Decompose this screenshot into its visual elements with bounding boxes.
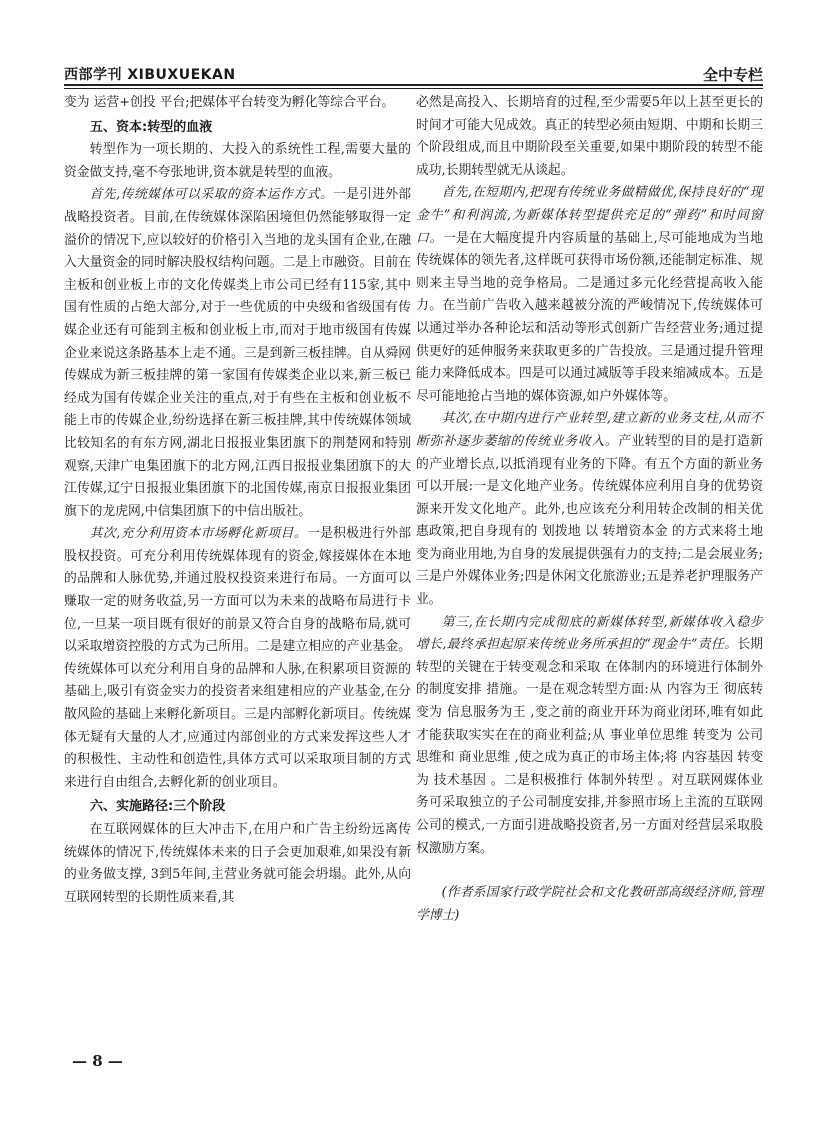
paragraph: 转型作为一项长期的、大投入的系统性工程,需要大量的资金做支持,毫不夸张地讲,资本就是转型的血液。 [64, 142, 411, 180]
paragraph [416, 612, 763, 861]
left-column [64, 92, 411, 909]
column-name: 全中专栏 [702, 66, 763, 84]
journal-name: 西部学刊 XIBUXUEKAN [64, 67, 236, 83]
paragraph-body: 一是在大幅度提升内容质量的基础上,尽可能地成为当地传统媒体的领先者,这样既可获得市场份额,还能制定标准、规则来主导当地的竞争格局。二是通过多元化经营提高收入能力。在当前广告收入越来越被分流的严峻情况下,传统媒体可以通过举办各种论坛和活动等形式创新广告经营业务;通过提供更好的延伸服务来获取更多的广告投放。三是通过提升管理能力来降低成本。四是可以通过减版等手段来缩减成本。五是尽可能地抢占当地的媒体资源,如户外媒体等。 [416, 230, 763, 404]
author-note: (作者系国家行政学院社会和文化教研部高级经济师,管理学博士) [416, 885, 763, 923]
paragraph-body: 一是引进外部战略投资者。目前,在传统媒体深陷困境但仍然能够取得一定溢价的情况下,应以较好的价格引入当地的龙头国有企业,在融入大量资金的同时解决股权结构问题。二是上市融资。目前在主板和创业板上市的文化传媒类上市公司已经有115家,其中国有性质的占绝大部分,对于一些优质的中央级和省级国有传媒企业还有可能到主板和创业板上市,而对于地市级国有传媒企业来说这条路基本上走不通。三是到新三板挂牌。自从舜网传媒成为新三板挂牌的第一家国有传媒类企业以来,新三板已经成为国有传媒企业关注的重点,对于有些在主板和创业板不能上市的传媒企业,纷纷选择在新三板挂牌,其中传统媒体领域比较知名的有东方网,湖北日报报业集团旗下的荆楚网和特别观察,天津广电集团旗下的北方网,江西日报报业集团旗下的大江传媒,辽宁日报报业集团旗下的北国传媒,南京日报报业集团旗下的龙虎网,中信集团旗下的中信出版社。 [64, 187, 411, 519]
paragraph-body: 产业转型的目的是打造新的产业增长点,以抵消现有业务的下降。有五个方面的新业务可以开展:一是文化地产业务。传统媒体应利用自身的优势资源来开发文化地产。此外,也应该充分利用转企改制的相关优惠政策,把自身现有的 划拨地 以 转增资本金 的方式来将土地变为商业用地,为自身的发展提供强有力的支持;二是会展业务;三是户外媒体业务;四是休闲文化旅游业;五是养老护理服务产业。 [416, 433, 764, 608]
paragraph-lead: 其次,在中期内进行产业转型,建立新的业务支柱,从而不断弥补逐步萎缩的传统业务收入。 [416, 411, 763, 449]
paragraph-lead: 第三,在长期内完成彻底的新媒体转型,新媒体收入稳步增长,最终承担起原来传统业务所承担的“现金牛”责任。 [416, 614, 763, 653]
paragraph-lead: 其次,充分利用资本市场孵化新项目。 [89, 526, 308, 542]
right-column [416, 92, 763, 927]
paragraph-lead: 首先,传统媒体可以采取的资本运作方式。 [89, 187, 334, 203]
paragraph [416, 408, 763, 611]
header-rule-thick [64, 84, 763, 86]
paragraph: 在互联网媒体的巨大冲击下,在用户和广告主纷纷远离传统媒体的情况下,传统媒体未来的日子会更加艰难,如果没有新的业务做支撑, 3到5年间,主营业务就可能会坍塌。此外,从向互联网转型的长期性质来看,其 [64, 822, 411, 905]
paragraph [416, 182, 763, 408]
page-header [64, 62, 763, 86]
paragraph: 变为 运营+创投 平台;把媒体平台转变为孵化等综合平台。 [64, 95, 395, 110]
section-heading-5: 五、资本:转型的血液 [90, 119, 213, 135]
section-heading-6: 六、实施路径:三个阶段 [90, 799, 226, 815]
page-number: — 8 — [72, 1052, 123, 1070]
paragraph-lead: 首先,在短期内,把现有传统业务做精做优,保持良好的“现金牛”和利润流,为新媒体转型提供充足的“弹药”和时间窗口。 [416, 185, 763, 246]
paragraph [64, 523, 411, 794]
header-rule-thin [64, 88, 763, 89]
paragraph-body: 长期转型的关键在于转变观念和采取 在体制内的环境进行体制外的制度安排 措施。一是在观念转型方面:从 内容为王 彻底转变为 信息服务为王 ,变之前的商业开环为商业闭环,唯有如此才能获取实实在在的商业利益;从 事业单位思维 转变为 公司思维和 商业思维 ,使之成为真正的市场主体;将 内容基因 转变为 技术基因 。二是积极推行 体制外转型 。对互联网媒体业务可采取独立的子公司制度安排,并参照市场上主流的互联网公司的模式,一方面引进战略投资者,另一方面对经营层采取股权激励方案。 [416, 637, 764, 856]
paragraph-body: 一是积极进行外部股权投资。可充分利用传统媒体现有的资金,嫁接媒体在本地的品牌和人脉优势,并通过股权投资来进行布局。一方面可以赚取一定的财务收益,另一方面可以为未来的战略布局进行卡位,一旦某一项目既有很好的前景又符合自身的战略布局,就可以采取增资控股的方式为己所用。二是建立相应的产业基金。传统媒体可以充分利用自身的品牌和人脉,在积累项目资源的基础上,吸引有资金实力的投资者来组建相应的产业基金,在分散风险的基础上来孵化新项目。三是内部孵化新项目。传统媒体无疑有大量的人才,应通过内部创业的方式来发挥这些人才的积极性、主动性和创造性,具体方式可以采取项目制的方式来进行自由组合,去孵化新的创业项目。 [64, 526, 412, 790]
paragraph [64, 184, 411, 523]
paragraph: 必然是高投入、长期培育的过程,至少需要5年以上甚至更长的时间才可能大见成效。真正的转型必须由短期、中期和长期三个阶段组成,而且中期阶段至关重要,如果中期阶段的转型不能成功,长期转型就无从谈起。 [416, 95, 763, 178]
